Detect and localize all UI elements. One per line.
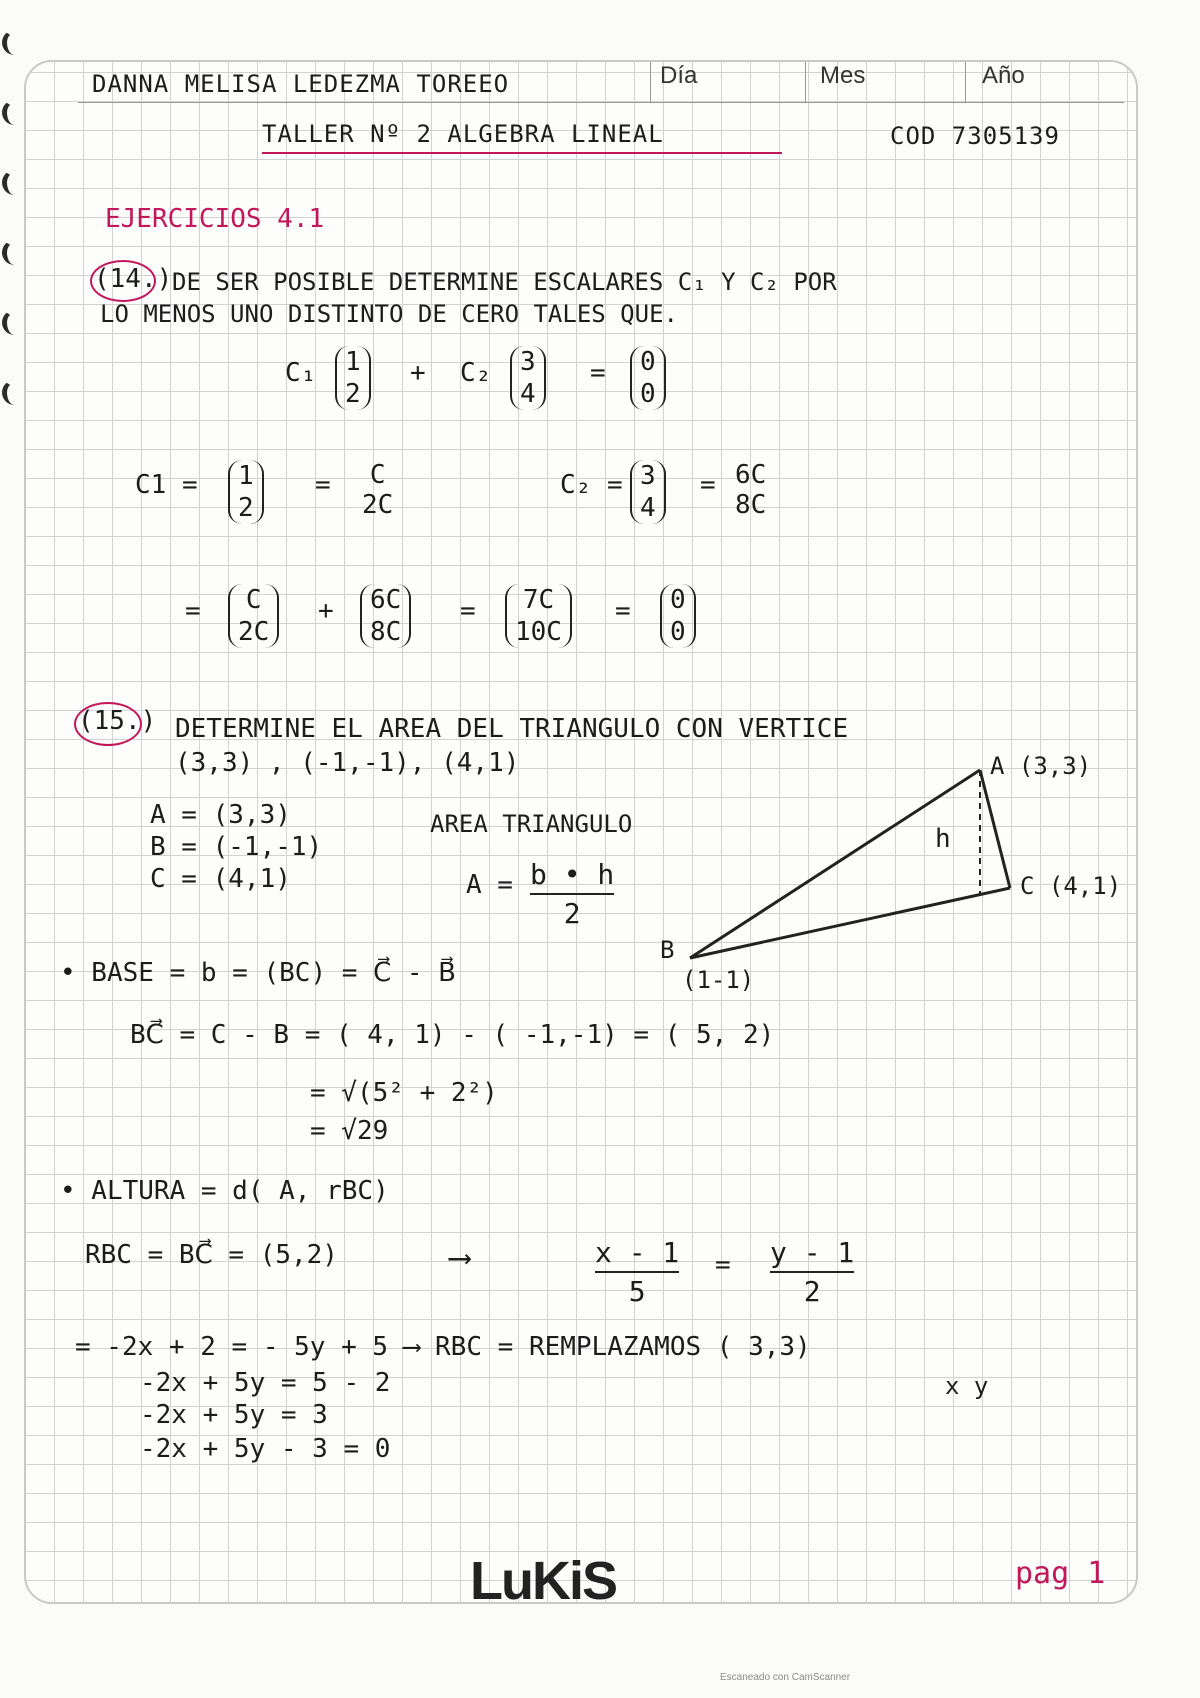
fraction-numerator: y - 1 (770, 1236, 855, 1269)
equals-sign: = (590, 358, 606, 388)
triangle-side-ba (690, 770, 980, 958)
vector-entry: C (245, 585, 262, 615)
day-label: Día (660, 62, 698, 89)
line-fraction-y (770, 1236, 854, 1308)
fraction-bar (530, 893, 614, 895)
triangle-side-bc (690, 888, 1010, 958)
area-title: AREA TRIANGULO (430, 810, 633, 838)
year-label: Año (982, 62, 1025, 89)
equals-sign: = (715, 1250, 731, 1280)
xy-annotation: x y (945, 1372, 989, 1400)
sqrt-line-2: = √29 (310, 1116, 389, 1146)
result-entry: 8C (735, 490, 767, 520)
vector-entry: 7C (522, 585, 555, 615)
vector-entry: 3 (640, 461, 656, 491)
vertex-a-label: A (3,3) (990, 752, 1092, 780)
area-numerator: b • h (530, 858, 615, 891)
vector-entry: 2 (238, 493, 254, 523)
scalar-c1: C₁ (285, 358, 317, 388)
vector-entry: 2 (345, 379, 361, 409)
workshop-title: TALLER Nº 2 ALGEBRA LINEAL (262, 120, 664, 148)
equation-line-2: -2x + 5y = 5 - 2 (140, 1368, 391, 1398)
vector-entry: 6C (370, 585, 402, 615)
student-name: DANNA MELISA LEDEZMA TOREEO (92, 70, 510, 98)
fraction-bar (595, 1271, 679, 1273)
vector-entry: 10C (515, 617, 562, 647)
vertex-b-coord: (1-1) (682, 966, 755, 994)
point-b-definition: B = (-1,-1) (150, 832, 323, 862)
scanner-watermark: Escaneado con CamScanner (720, 1672, 851, 1683)
c1-vector (228, 460, 264, 524)
equation-line-3: -2x + 5y = 3 (140, 1400, 328, 1430)
zero-vector (630, 346, 666, 410)
c2-vector (630, 460, 666, 524)
exercise-15-line1: DETERMINE EL AREA DEL TRIANGULO CON VERTICE (175, 714, 849, 744)
exercise-14-line2: LO MENOS UNO DISTINTO DE CERO TALES QUE. (100, 300, 678, 328)
fraction-denominator: 5 (628, 1275, 646, 1308)
bc-vector-line: BC⃗ = C - B = ( 4, 1) - ( -1,-1) = ( 5, 2) (130, 1020, 775, 1050)
altura-line: • ALTURA = d( A, rBC) (60, 1176, 389, 1206)
area-denominator: 2 (563, 897, 581, 930)
equals-sign: = (185, 596, 201, 626)
area-lhs: A = (466, 870, 513, 900)
brand-logo: LuKiS (470, 1551, 616, 1611)
c1-result (362, 460, 393, 520)
result-entry: 2C (362, 490, 394, 520)
result-entry: C (369, 460, 386, 490)
triangle-side-ac (980, 770, 1010, 888)
page-number: pag 1 (1015, 1556, 1106, 1591)
sqrt-line-1: = √(5² + 2²) (310, 1078, 498, 1108)
c2-result (735, 460, 766, 520)
section-title: EJERCICIOS 4.1 (105, 204, 325, 234)
exercise-14-line1: DE SER POSIBLE DETERMINE ESCALARES C₁ Y C₂ POR (172, 268, 837, 296)
sum-vector-zero (660, 584, 696, 648)
vector-entry: 3 (520, 347, 536, 377)
exercise-14-number: (14.) (94, 264, 173, 294)
c1-equation-label: C1 = (135, 470, 198, 500)
vertex-b-label: B (660, 936, 675, 964)
vector-entry: 1 (238, 461, 254, 491)
equation-line-1: = -2x + 2 = - 5y + 5 ⟶ RBC = REMPLAZAMOS ( 3,3) (75, 1332, 811, 1362)
height-label: h (935, 824, 951, 854)
spiral-ring (2, 240, 25, 265)
month-label: Mes (820, 62, 866, 89)
spiral-ring (2, 380, 25, 405)
spiral-ring (2, 310, 25, 335)
equals-sign: = (700, 470, 716, 500)
plus-sign: + (410, 358, 426, 388)
header-divider (650, 62, 651, 102)
header-divider (805, 62, 806, 102)
result-entry: 6C (735, 460, 767, 490)
fraction-denominator: 2 (803, 1275, 821, 1308)
title-underline (262, 152, 782, 154)
equals-sign: = (460, 596, 476, 626)
header-underline (78, 102, 1124, 103)
arrow: ⟶ (450, 1238, 470, 1276)
student-code: COD 7305139 (890, 122, 1060, 150)
vector-entry: 1 (345, 347, 361, 377)
vector-entry: 0 (670, 585, 686, 615)
vector-1-2 (335, 346, 371, 410)
equation-line-4: -2x + 5y - 3 = 0 (140, 1434, 391, 1464)
equals-sign: = (615, 596, 631, 626)
spiral-ring (2, 30, 25, 55)
spiral-ring (2, 100, 25, 125)
header-divider (965, 62, 966, 102)
sum-vector-2 (360, 584, 411, 648)
vertex-c-label: C (4,1) (1020, 872, 1122, 900)
c2-equation-label: C₂ = (560, 470, 623, 500)
sum-vector-1 (228, 584, 279, 648)
sum-vector-3 (505, 584, 572, 648)
vector-3-4 (510, 346, 546, 410)
point-c-definition: C = (4,1) (150, 864, 291, 894)
scalar-c2: C₂ (460, 358, 492, 388)
vector-entry: 2C (238, 617, 270, 647)
vector-entry: 4 (640, 493, 656, 523)
line-fraction-x (595, 1236, 679, 1308)
vector-entry: 0 (640, 347, 656, 377)
rbc-line: RBC = BC⃗ = (5,2) (85, 1240, 338, 1270)
equals-sign: = (315, 470, 331, 500)
vector-entry: 4 (520, 379, 536, 409)
vector-entry: 8C (370, 617, 402, 647)
exercise-15-number: (15.) (78, 706, 157, 736)
exercise-15-line2: (3,3) , (-1,-1), (4,1) (175, 748, 520, 778)
fraction-numerator: x - 1 (595, 1236, 680, 1269)
plus-sign: + (318, 596, 334, 626)
area-formula (530, 858, 614, 930)
point-a-definition: A = (3,3) (150, 800, 291, 830)
spiral-ring (2, 170, 25, 195)
fraction-bar (770, 1271, 854, 1273)
vector-entry: 0 (670, 617, 686, 647)
base-line: • BASE = b = (BC) = C⃗ - B⃗ (60, 958, 457, 988)
vector-entry: 0 (640, 379, 656, 409)
